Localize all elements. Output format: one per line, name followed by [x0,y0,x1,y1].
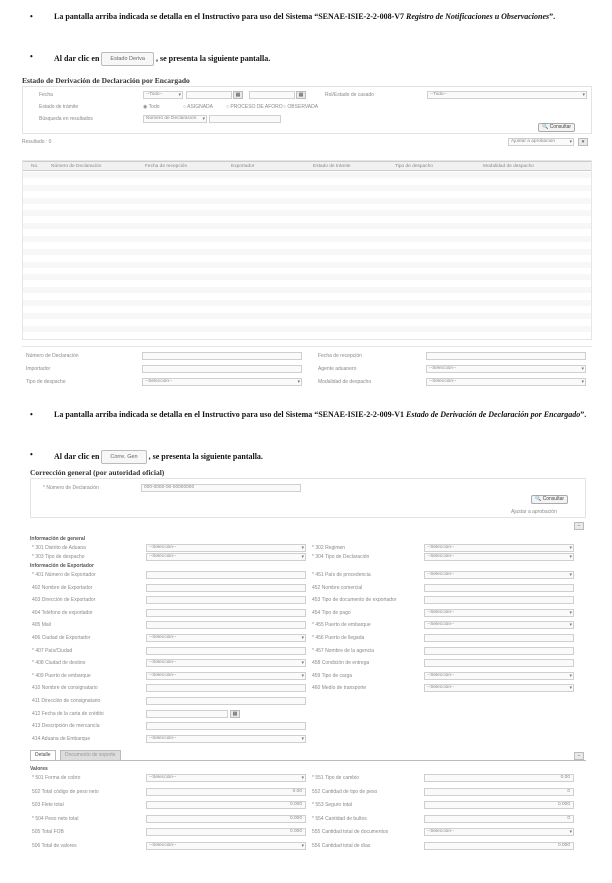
valores-right-field[interactable]: 0 [424,788,574,796]
exportador-left-label: 412 Fecha de la carta de crédito [32,710,104,717]
valores-right-label: 555 Cantidad total de documentos [312,829,389,835]
collapse-icon[interactable]: − [574,752,584,760]
general-left-select[interactable]: --Selección-- ▾ [146,544,306,552]
exportador-left-field[interactable] [146,584,306,592]
busqueda-label: Búsqueda en resultados [39,116,93,122]
table-row [23,287,591,293]
document-title-italic: Registro de Notificaciones u Observaciones [406,12,550,21]
results-table [22,160,592,340]
paragraph-end: ”. [549,12,556,21]
exportador-right-label: * 455 Puerto de embarque [312,622,371,629]
exportador-right-select[interactable]: --Selección-- ▾ [424,684,574,692]
table-row [23,223,591,229]
exportador-left-field[interactable] [146,710,228,718]
table-row [23,198,591,204]
paragraph-end: , se presenta la siguiente pantalla. [148,451,263,461]
valores-right-field[interactable]: 0.000 [424,801,574,809]
table-header [23,161,591,171]
exportador-left-select[interactable]: --Selección-- ▾ [146,735,306,743]
numero-declaracion-input[interactable]: 000-0000-00-00000000 [141,484,301,492]
exportador-right-field[interactable] [424,596,574,604]
chevron-down-icon[interactable]: ▾ [578,138,588,146]
valores-right-label: * 551 Tipo de cambio [312,775,359,781]
table-row [23,255,591,261]
valores-left-field[interactable]: 0.00 [146,788,306,796]
table-row [23,300,591,306]
exportador-right-field[interactable] [424,584,574,592]
document-title-italic: Estado de Derivación de Declaración por Encargado [406,410,581,419]
exportador-right-label: 453 Tipo de documento de exportador [312,597,397,604]
exportador-right-label: 458 Condición de entrega [312,660,370,667]
modalidad-select[interactable]: --Selección-- ▾ [426,378,586,386]
valores-left-label: 506 Total de valores [32,842,77,849]
section-exportador: Información de Exportador [30,563,94,569]
exportador-right-label: 460 Medio de transporte [312,685,367,692]
valores-left-select[interactable]: --Selección-- ▾ [146,842,306,850]
exportador-left-field[interactable] [146,697,306,705]
calendar-icon[interactable]: ▦ [230,710,240,718]
exportador-left-label: * 407 País/Ciudad [32,647,73,654]
valores-left-select[interactable]: --Selección-- ▾ [146,774,306,782]
bullet-icon: • [30,52,33,61]
bullet-icon: • [30,12,33,21]
table-row [23,326,591,332]
table-row [23,204,591,210]
exportador-right-label: * 451 País de procedencia [312,572,371,578]
valores-left-label: 505 Total FOB [32,829,64,835]
fecha-desde-input[interactable] [186,91,232,99]
exportador-left-select[interactable]: --Selección-- ▾ [146,659,306,667]
general-right-select[interactable]: --Selección-- ▾ [424,553,574,561]
exportador-left-field[interactable] [146,609,306,617]
numero-declaracion-label: Número de Declaración [26,353,79,359]
valores-right-select[interactable]: --Selección-- ▾ [424,828,574,836]
exportador-right-label: 452 Nombre comercial [312,584,363,591]
exportador-left-field[interactable] [146,596,306,604]
exportador-left-field[interactable] [146,722,306,730]
general-right-select[interactable]: --Selección-- ▾ [424,544,574,552]
filter-box [22,86,592,134]
screen-title: Corrección general (por autoridad oficial) [30,468,165,477]
table-row [23,242,591,248]
column-header[interactable]: Estado de trámite [313,164,351,169]
paragraph-text: Al dar clic en [54,451,100,461]
estado-radio-proceso[interactable]: ○ PROCESO DE AFORO [226,104,283,110]
exportador-right-label: 459 Tipo de carga [312,672,353,679]
valores-left-label: 502 Total código de peso neto [32,788,99,795]
exportador-left-label: * 401 Número de Exportador [32,572,96,578]
table-row [23,281,591,287]
numero-declaracion-field[interactable] [142,352,302,360]
importador-field[interactable] [142,365,302,373]
table-row [23,268,591,274]
calendar-icon[interactable]: ▦ [296,91,306,99]
tab-documento-soporte[interactable]: Documento de soporte [60,750,121,760]
valores-right-label: 556 Cantidad total de días [312,842,371,849]
tab-divider [30,760,586,761]
table-row [23,332,591,338]
valores-right-label: * 553 Seguro total [312,802,353,808]
screen-title: Estado de Derivación de Declaración por Encargado [22,76,190,85]
exportador-right-select[interactable]: --Selección-- ▾ [424,621,574,629]
exportador-right-field[interactable] [424,647,574,655]
exportador-right-select[interactable]: --Selección-- ▾ [424,571,574,579]
busqueda-select[interactable]: Número de Declaración ▾ [143,115,207,123]
table-row [23,262,591,268]
exportador-left-field[interactable] [146,647,306,655]
consultar-button[interactable]: 🔍 Consultar [538,123,575,132]
general-right-label: * 304 Tipo de Declaración [312,554,370,560]
table-row [23,249,591,255]
tipo-despacho-label: Tipo de despacho [26,379,66,385]
exportador-right-select[interactable]: --Selección-- ▾ [424,672,574,680]
busqueda-input[interactable] [209,115,281,123]
exportador-right-label: * 456 Puerto de llegada [312,635,365,641]
paragraph-text: Al dar clic en [54,53,100,63]
column-header[interactable]: Exportador [231,164,255,169]
rol-select[interactable]: --Todo-- ▾ [427,91,587,99]
exportador-left-label: 406 Ciudad de Exportador [32,635,91,641]
agente-select[interactable]: --Selección-- ▾ [426,365,586,373]
table-row [23,236,591,242]
column-header[interactable]: Fecha de recepción [145,164,188,169]
ajustar-select[interactable]: Ajustar a aprobación ▾ [508,138,574,146]
valores-left-field[interactable]: 0.000 [146,801,306,809]
exportador-left-label: 413 Descripción de mercancía [32,723,100,730]
valores-right-field[interactable]: 0.000 [424,842,574,850]
valores-left-label: * 501 Forma de cobro [32,775,81,781]
table-row [23,313,591,319]
exportador-left-label: 410 Nombre de consignatario [32,685,98,692]
exportador-left-label: 414 Aduana de Embarque [32,735,91,742]
tipo-despacho-select[interactable]: --Selección-- ▾ [142,378,302,386]
corre-gen-button[interactable]: Corre. Gen [101,450,146,464]
exportador-left-select[interactable]: --Selección-- ▾ [146,672,306,680]
exportador-left-select[interactable]: --Selección-- ▾ [146,634,306,642]
estado-radio-observada[interactable]: ○ OBSERVADA [283,104,319,110]
modalidad-label: Modalidad de despacho [318,379,372,385]
column-header[interactable]: Número de Declaración [51,164,102,169]
general-right-label: * 302 Regimen [312,545,346,551]
valores-left-label: 503 Flete total [32,802,64,808]
paragraph-text: La pantalla arriba indicada se detalla en el Instructivo para uso del Sistema “SENAE-ISIE-2-2-008-V7 [54,12,407,21]
estado-deriva-button[interactable]: Estado Deriva [101,52,154,66]
exportador-left-field[interactable] [146,684,306,692]
exportador-left-field[interactable] [146,571,306,579]
exportador-right-select[interactable]: --Selección-- ▾ [424,609,574,617]
section-general: Información de general [30,536,86,542]
table-row [23,185,591,191]
valores-right-field[interactable]: 0.00 [424,774,574,782]
consulta-box [30,478,586,518]
calendar-icon[interactable]: ▦ [233,91,243,99]
table-row [23,306,591,312]
fecha-label: Fecha [39,92,53,98]
table-row [23,319,591,325]
rol-label: Rol/Estado de casado [325,92,374,98]
valores-right-label: 552 Cantidad de tipo de peso [312,788,378,795]
numero-declaracion-label: * Número de Declaración [43,485,99,491]
exportador-left-label: 404 Teléfono de exportador [32,609,93,616]
table-row [23,274,591,280]
resultado-count: Resultado : 0 [22,139,52,145]
valores-left-field[interactable]: 0.000 [146,815,306,823]
table-row [23,178,591,184]
table-row [23,294,591,300]
fecha-recepcion-field[interactable] [426,352,586,360]
exportador-left-label: * 408 Ciudad de destino [32,660,86,667]
exportador-right-label: 454 Tipo de pago [312,609,351,616]
exportador-left-label: 402 Nombre de Exportador [32,584,93,591]
estado-derivacion-screen [22,76,592,394]
exportador-left-label: * 409 Puerto de embarque [32,672,91,679]
exportador-right-field[interactable] [424,634,574,642]
fecha-recepcion-label: Fecha de recepción [318,353,362,359]
exportador-right-label: * 457 Nombre de la agencia [312,647,374,654]
detail-form [22,346,592,392]
bullet-icon: • [30,410,33,419]
correccion-general-screen [30,468,586,868]
general-left-select[interactable]: --Selección-- ▾ [146,553,306,561]
valores-left-label: * 504 Peso neto total [32,815,79,822]
exportador-right-field[interactable] [424,659,574,667]
fecha-select[interactable]: --Todo-- ▾ [143,91,183,99]
paragraph-end: , se presenta la siguiente pantalla. [155,53,271,63]
importador-label: Importador [26,366,51,372]
estado-radio-asignada[interactable]: ○ ASIGNADA [183,104,213,110]
table-row [23,230,591,236]
fecha-hasta-input[interactable] [249,91,295,99]
estado-label: Estado de trámite [39,104,79,110]
agente-label: Agente aduanero [318,366,357,372]
section-valores: Valores [30,766,48,772]
bullet-icon: • [30,450,33,459]
exportador-left-label: 405 Mail [32,622,51,629]
exportador-left-label: 403 Dirección de Exportador [32,597,96,604]
column-header[interactable]: No. [31,164,39,169]
consultar-button[interactable]: 🔍 Consultar [531,495,568,504]
ajustar-link[interactable]: Ajustar a aprobación [511,509,557,515]
general-left-label: * 301 Distrito de Aduana [32,545,86,551]
paragraph-end: ”. [580,410,587,419]
general-left-label: * 303 Tipo de despacho [32,554,85,560]
table-row [23,217,591,223]
exportador-left-field[interactable] [146,621,306,629]
collapse-icon[interactable]: − [574,522,584,530]
column-header[interactable]: Modalidad de despacho [483,164,534,169]
valores-right-label: * 554 Cantidad de bultos [312,815,367,822]
column-header[interactable]: Tipo de despacho [395,164,433,169]
tab-detalle[interactable]: Detalle [30,750,56,760]
exportador-left-label: 411 Dirección de consignatario [32,698,101,704]
table-row [23,191,591,197]
valores-left-field[interactable]: 0.000 [146,828,306,836]
estado-radio-todo[interactable]: ◉ Todo [143,104,160,110]
valores-right-field[interactable]: 0 [424,815,574,823]
table-row [23,210,591,216]
table-row [23,172,591,178]
paragraph-text: La pantalla arriba indicada se detalla en el Instructivo para uso del Sistema “SENAE-ISIE-2-2-009-V1 [54,410,407,419]
